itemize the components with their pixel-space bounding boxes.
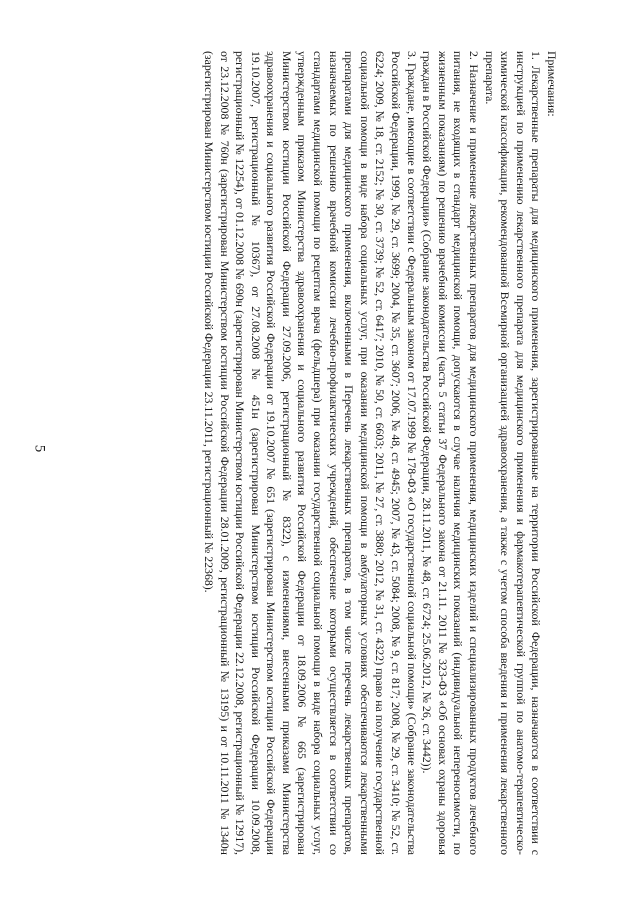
notes-document bbox=[200, 51, 559, 855]
notes-heading: Примечания: bbox=[545, 50, 559, 117]
note-3: 3. Граждане, имеющие в соответствии с Федеральным законом от 17.07.1999 № 178-ФЗ «О государственной социальной помощи» (Собрание законодательства Российской Федерации, 1999, № 29, ст. 3699; 2004, № 35, ст. 3607; 2006, № 48, ст. 4945; 2007, № 43, ст. 5084; 2008, № 9, ст. 817; 2008, № 29, ст. 3410; № 52, ст. 6224; 2009, № 18, ст. 2152; № 30, ст. 3739; № 52, ст. 6417; 2010, № 50, ст. 6603; 2011, № 27, ст. 3880; 2012, № 31, ст. 4322) право на получение государственной социальной помощи в виде набора социальных услуг, при оказании медицинской помощи в амбулаторных условиях обеспечиваются лекарственными препаратами для медицинского применения, включенными в Перечень лекарственных препаратов, в том числе перечень лекарственных препаратов, назначаемых по решению врачебной комиссии лечебно-профилактических учреждений, обеспечение которыми осуществляется в соответствии со стандартами медицинской помощи по рецептам врача (фельдшера) при оказании государственной социальной помощи в виде набора социальных услуг, утвержденным приказом Министерства здравоохранения и социального развития Российской Федерации от 18.09.2006 № 665 (зарегистрирован Министерством юстиции Российской Федерации 27.09.2006, регистрационный № 8322), с изменениями, внесенными приказами Министерства здравоохранения и социального развития Российской Федерации от 19.10.2007 № 651 (зарегистрирован Министерством юстиции Российской Федерации 19.10.2007, регистрационный № 10367), от 27.08.2008 № 451н (зарегистрирован Министерством юстиции Российской Федерации 10.09.2008, регистрационный № 12254), от 01.12.2008 № 690н (зарегистрирован Министерством юстиции Российской Федерации 22.12.2008, регистрационный № 12917), от 23.12.2008 № 760н (зарегистрирован Министерством юстиции Российской Федерации 28.01.2009, регистрационный № 13195) и от 10.11.2011 № 1340н (зарегистрирован Министерством юстиции Российской Федерации 23.11.2011, регистрационный № 22368). bbox=[201, 50, 419, 855]
page-number: 5 bbox=[30, 444, 47, 453]
rotated-text-block bbox=[81, 43, 559, 863]
note-2: 2. Назначение и применение лекарственных препаратов для медицинского применения, медицинских изделий и специализированных продуктов лечебного питания, не входящих в стандарт медицинской помощи, допускаются в случае наличия медицинских показаний (индивидуальной непереносимости, по жизненным показаниям) по решению врачебной комиссии (часть 5 статьи 37 Федерального закона от 21.11. 2011 № 323-ФЗ «Об основах охраны здоровья граждан в Российской Федерации» (Собрание законодательства Российской Федерации, 28.11.2011, № 48, ст. 6724; 25.06.2012, № 26, ст. 3442)). bbox=[420, 50, 482, 855]
note-1: 1. Лекарственные препараты для медицинского применения, зарегистрированные на территории Российской Федерации, назначаются в соответствии с инструкцией по применению лекарственного препарата для медицинского применения и фармакотерапевтической группой по анатомо-терапевтическо-химической классификации, рекомендованной Всемирной организацией здравоохранения, а также с учетом способа введения и применения лекарственного препарата. bbox=[482, 50, 544, 855]
